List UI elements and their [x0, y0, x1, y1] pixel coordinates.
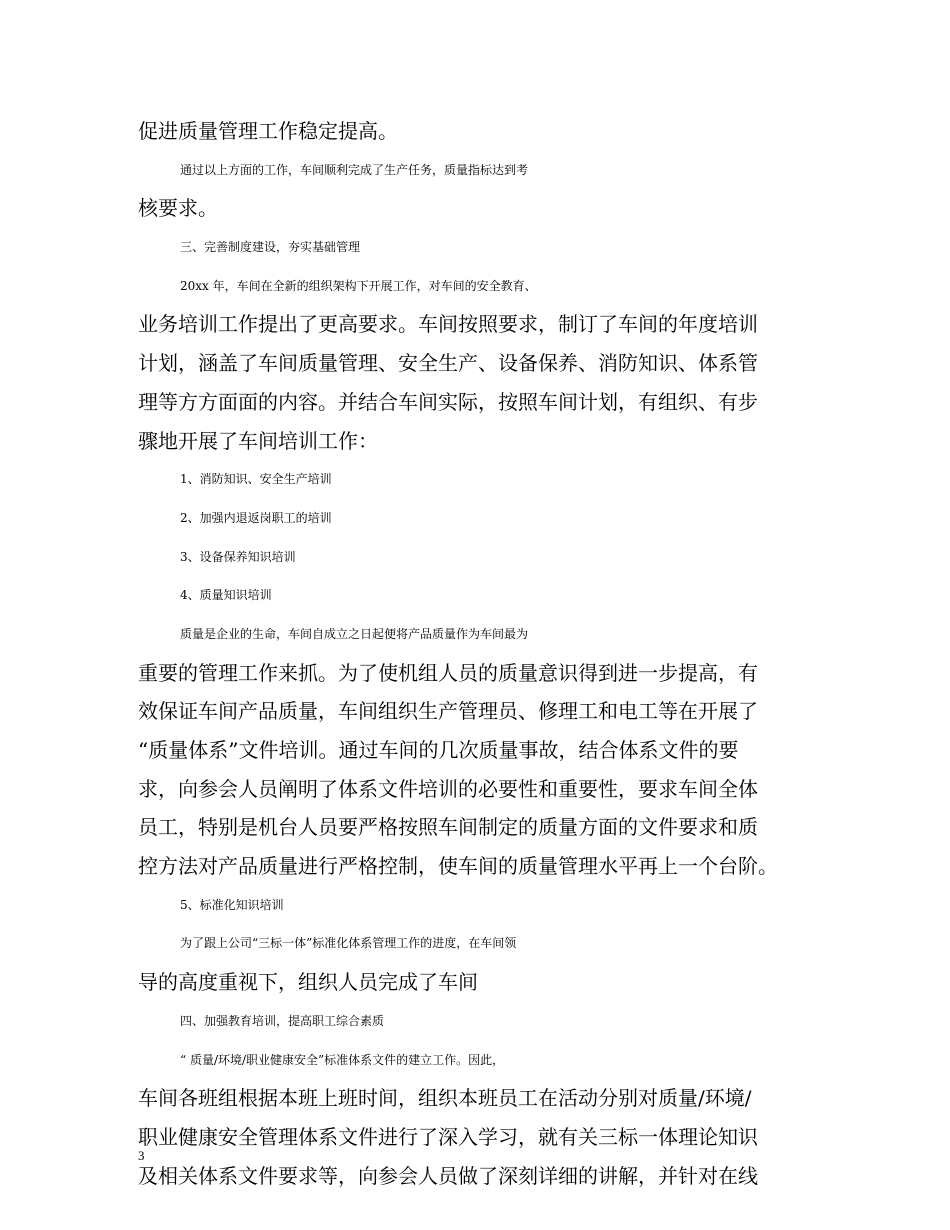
text-line: 三、完善制度建设，夯实基础管理 [180, 240, 361, 255]
text-line: 4、质量知识培训 [180, 588, 272, 603]
text-line: 重要的管理工作来抓。为了使机组人员的质量意识得到进一步提高，有 [138, 660, 758, 685]
text-line: 促进质量管理工作稳定提高。 [138, 119, 398, 143]
text-line: 业务培训工作提出了更高要求。车间按照要求，制订了车间的年度培训 [138, 312, 758, 337]
text-line: 职业健康安全管理体系文件进行了深入学习，就有关三标一体理论知识 [138, 1124, 758, 1149]
text-line: 质量是企业的生命，车间自成立之日起便将产品质量作为车间最为 [180, 626, 529, 641]
text-line: 核要求。 [138, 196, 218, 221]
text-line: 四、加强教育培训，提高职工综合素质 [180, 1013, 385, 1028]
text-line: 骤地开展了车间培训工作： [138, 428, 378, 453]
text-line: 及相关体系文件要求等，向参会人员做了深刻详细的讲解，并针对在线 [138, 1163, 758, 1188]
page-number: 3 [138, 1148, 145, 1163]
text-line: 3、设备保养知识培训 [180, 549, 296, 564]
text-line: 控方法对产品质量进行严格控制，使车间的质量管理水平再上一个台阶。 [138, 854, 778, 879]
text-line: “质量体系”文件培训。通过车间的几次质量事故，结合体系文件的要 [138, 738, 739, 762]
text-line: 理等方方面面的内容。并结合车间实际，按照车间计划，有组织、有步 [138, 389, 758, 414]
text-line: 计划，涵盖了车间质量管理、安全生产、设备保养、消防知识、体系管 [138, 351, 758, 376]
text-line: 5、标准化知识培训 [180, 897, 284, 912]
text-line: 2、加强内退返岗职工的培训 [180, 510, 332, 525]
text-line: 为了跟上公司“三标一体”标准化体系管理工作的进度，在车间领 [180, 936, 517, 951]
text-line: 导的高度重视下，组织人员完成了车间 [138, 970, 478, 995]
text-line: 效保证车间产品质量，车间组织生产管理员、修理工和电工等在开展了 [138, 699, 758, 724]
text-line: 1、消防知识、安全生产培训 [180, 472, 332, 487]
text-line: 20xx 年，车间在全新的组织架构下开展工作，对车间的安全教育、 [180, 278, 537, 293]
document-body [138, 112, 828, 1195]
text-line: “ 质量/环境/职业健康安全”标准体系文件的建立工作。因此， [180, 1052, 505, 1067]
text-line: 通过以上方面的工作，车间顺利完成了生产任务，质量指标达到考 [180, 162, 529, 177]
text-line: 车间各班组根据本班上班时间，组织本班员工在活动分别对质量/环境/ [138, 1086, 752, 1111]
text-line: 求，向参会人员阐明了体系文件培训的必要性和重要性，要求车间全体 [138, 776, 758, 801]
text-line: 员工，特别是机台人员要严格按照车间制定的质量方面的文件要求和质 [138, 815, 758, 840]
